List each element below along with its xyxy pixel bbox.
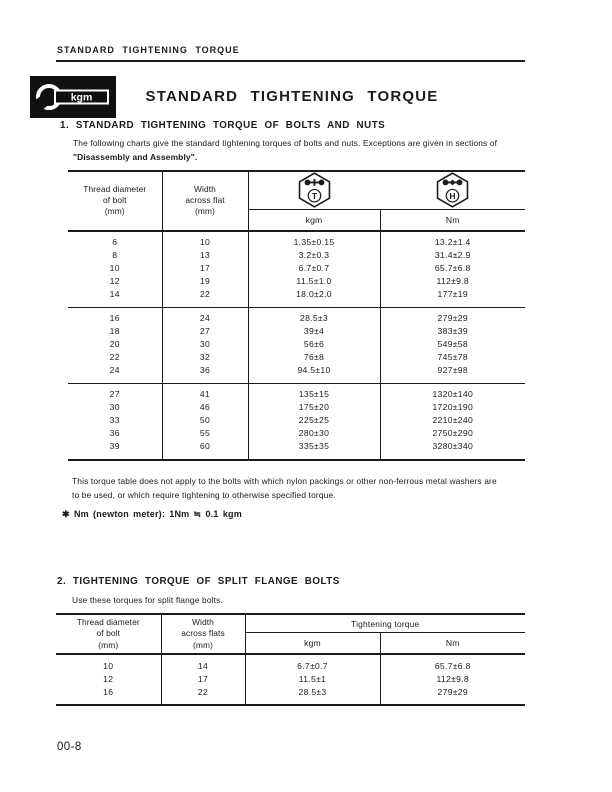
table2-body <box>56 654 525 705</box>
table-row: 18 27 39±4 383±39 <box>68 325 525 338</box>
col-header-width-across-flat: Width across flat (mm) <box>162 171 248 231</box>
table1-header <box>68 171 525 231</box>
table-row: 39 60 335±35 3280±340 <box>68 440 525 460</box>
row-group-1 <box>68 231 525 308</box>
table-row: 8 13 3.2±0.3 31.4±2.9 <box>68 249 525 262</box>
row-group-2 <box>68 307 525 383</box>
bolt-head-icons-cell <box>248 171 525 209</box>
section2-intro: Use these torques for split flange bolts. <box>72 595 223 605</box>
newton-meter-note: ✱ Nm (newton meter): 1Nm ≒ 0.1 kgm <box>62 509 242 519</box>
table-row: 16 22 28.5±3 279±29 <box>56 685 525 705</box>
table-row: 10 14 6.7±0.7 65.7±6.8 <box>56 654 525 672</box>
col-header-nm: Nm <box>380 209 525 231</box>
table-row: 10 17 6.7±0.7 65.7±6.8 <box>68 262 525 275</box>
table-row: 22 32 76±8 745±78 <box>68 351 525 364</box>
col-header-thread-diameter: Thread diameter of bolt (mm) <box>83 184 147 217</box>
section1-intro <box>73 137 497 164</box>
bolt-head-T-icon <box>298 172 331 208</box>
col-header-kgm: kgm <box>245 633 380 655</box>
table-row: 30 46 175±20 1720±190 <box>68 401 525 414</box>
page-number: 00-8 <box>57 741 82 753</box>
table1-note: This torque table does not apply to the bolts with which nylon packings or other non-ferrous metal washers are to be used, or which require tightening to otherwise specified torque. <box>72 476 497 500</box>
row-group-3 <box>68 383 525 460</box>
bolt-head-H-icon <box>436 172 469 208</box>
torque-table-bolts-nuts <box>68 170 525 461</box>
table-row: 12 17 11.5±1 112±9.8 <box>56 672 525 685</box>
header-rule <box>56 60 525 62</box>
col-header-nm: Nm <box>380 633 525 655</box>
col-header-kgm: kgm <box>248 209 380 231</box>
col-header-width-across-flats: Width across flats (mm) <box>161 614 245 654</box>
table-row: 24 36 94.5±10 927±98 <box>68 364 525 384</box>
table-row: 14 22 18.0±2.0 177±19 <box>68 288 525 308</box>
table-row: 16 24 28.5±3 279±29 <box>68 307 525 325</box>
torque-table-split-flange <box>56 613 525 706</box>
logo-label: kgm <box>70 91 93 104</box>
table-row: 12 19 11.5±1.0 112±9.8 <box>68 275 525 288</box>
intro-text: The following charts give the standard tightening torques of bolts and nuts. Exceptions are given in sections of <box>73 138 498 148</box>
section1-heading: 1. STANDARD TIGHTENING TORQUE OF BOLTS AND NUTS <box>60 120 386 131</box>
col-header-thread-diameter: Thread diameter of bolt (mm) <box>76 617 140 650</box>
page-title: STANDARD TIGHTENING TORQUE <box>145 88 439 105</box>
table-row: 33 50 225±25 2210±240 <box>68 414 525 427</box>
table-row: 27 41 135±15 1320±140 <box>68 383 525 401</box>
intro-bold-text: "Disassembly and Assembly". <box>73 151 198 162</box>
bolt-mark-letter-T: T <box>311 191 317 202</box>
bolt-mark-letter-H: H <box>449 191 456 202</box>
table-row: 6 10 1.35±0.15 13.2±1.4 <box>68 231 525 249</box>
running-header: STANDARD TIGHTENING TORQUE <box>57 45 240 55</box>
table-row: 36 55 280±30 2750±290 <box>68 427 525 440</box>
table2-header <box>56 614 525 654</box>
section2-heading: 2. TIGHTENING TORQUE OF SPLIT FLANGE BOLTS <box>57 576 340 587</box>
table-row: 20 30 56±6 549±58 <box>68 338 525 351</box>
col-header-tightening-torque: Tightening torque <box>245 614 525 633</box>
